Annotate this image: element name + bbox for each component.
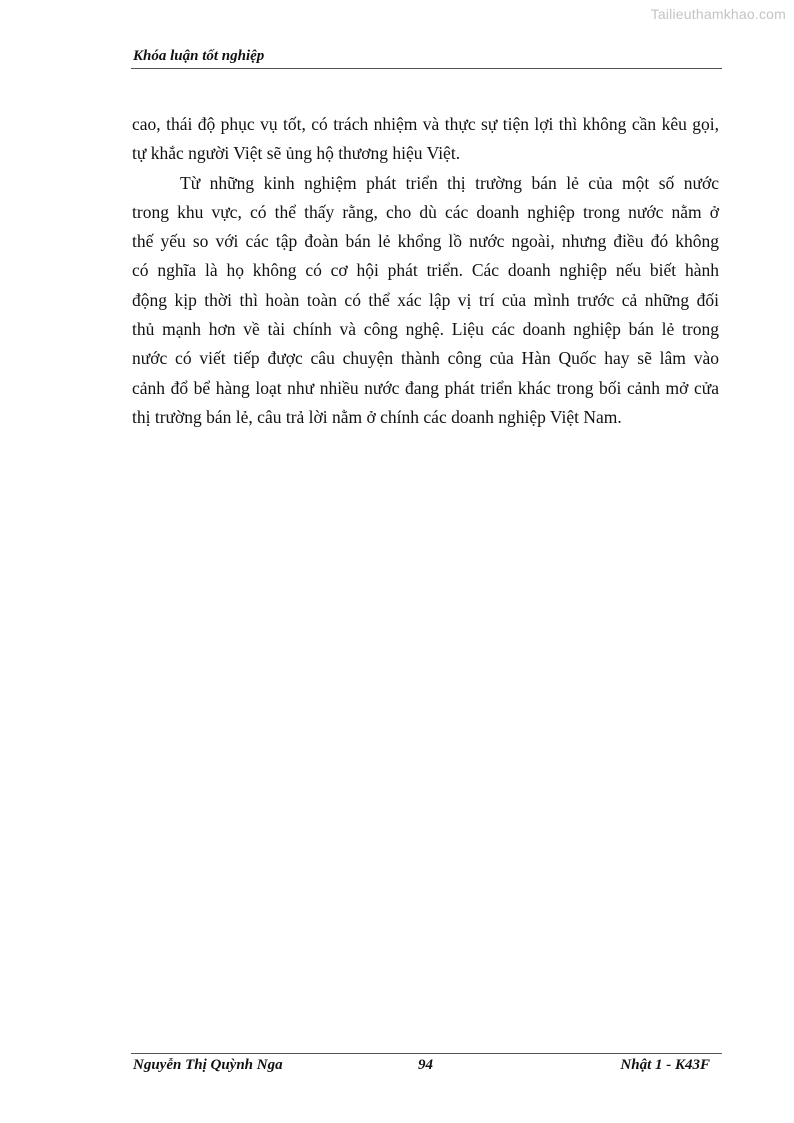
body-line-7: động kịp thời thì hoàn toàn có thể xác lập vị trí của mình trước cả những đối bbox=[132, 289, 719, 310]
body-line-10: cảnh đổ bể hàng loạt như nhiều nước đang phát triển khác trong bối cảnh mở cửa bbox=[132, 377, 719, 398]
footer-author: Nguyễn Thị Quỳnh Nga bbox=[133, 1057, 283, 1073]
body-line-1: cao, thái độ phục vụ tốt, có trách nhiệm và thực sự tiện lợi thì không cần kêu gọi, bbox=[132, 114, 719, 134]
running-header-title: Khóa luận tốt nghiệp bbox=[133, 48, 265, 64]
document-body bbox=[132, 110, 719, 432]
body-line-9: nước có viết tiếp được câu chuyện thành công của Hàn Quốc hay sẽ lâm vào bbox=[132, 348, 719, 369]
body-line-11: thị trường bán lẻ, câu trả lời nằm ở chính các doanh nghiệp Việt Nam. bbox=[132, 406, 622, 427]
body-line-2: tự khắc người Việt sẽ ủng hộ thương hiệu Việt. bbox=[132, 143, 461, 164]
body-line-5: thế yếu so với các tập đoàn bán lẻ khổng lồ nước ngoài, nhưng điều đó không bbox=[132, 231, 719, 252]
page-number: 94 bbox=[418, 1057, 433, 1073]
footer-class-label: Nhật 1 - K43F bbox=[620, 1057, 710, 1073]
body-line-6: có nghĩa là họ không có cơ hội phát triển. Các doanh nghiệp nếu biết hành bbox=[132, 260, 719, 281]
watermark-text: Tailieuthamkhao.com bbox=[650, 6, 786, 22]
body-line-8: thủ mạnh hơn về tài chính và công nghệ. Liệu các doanh nghiệp bán lẻ trong bbox=[132, 319, 719, 340]
body-line-4: trong khu vực, có thể thấy rằng, cho dù các doanh nghiệp trong nước nằm ở bbox=[132, 201, 719, 222]
body-line-3: Từ những kinh nghiệm phát triển thị trường bán lẻ của một số nước bbox=[180, 172, 719, 193]
footer-divider bbox=[131, 1053, 722, 1054]
header-divider bbox=[131, 68, 722, 69]
